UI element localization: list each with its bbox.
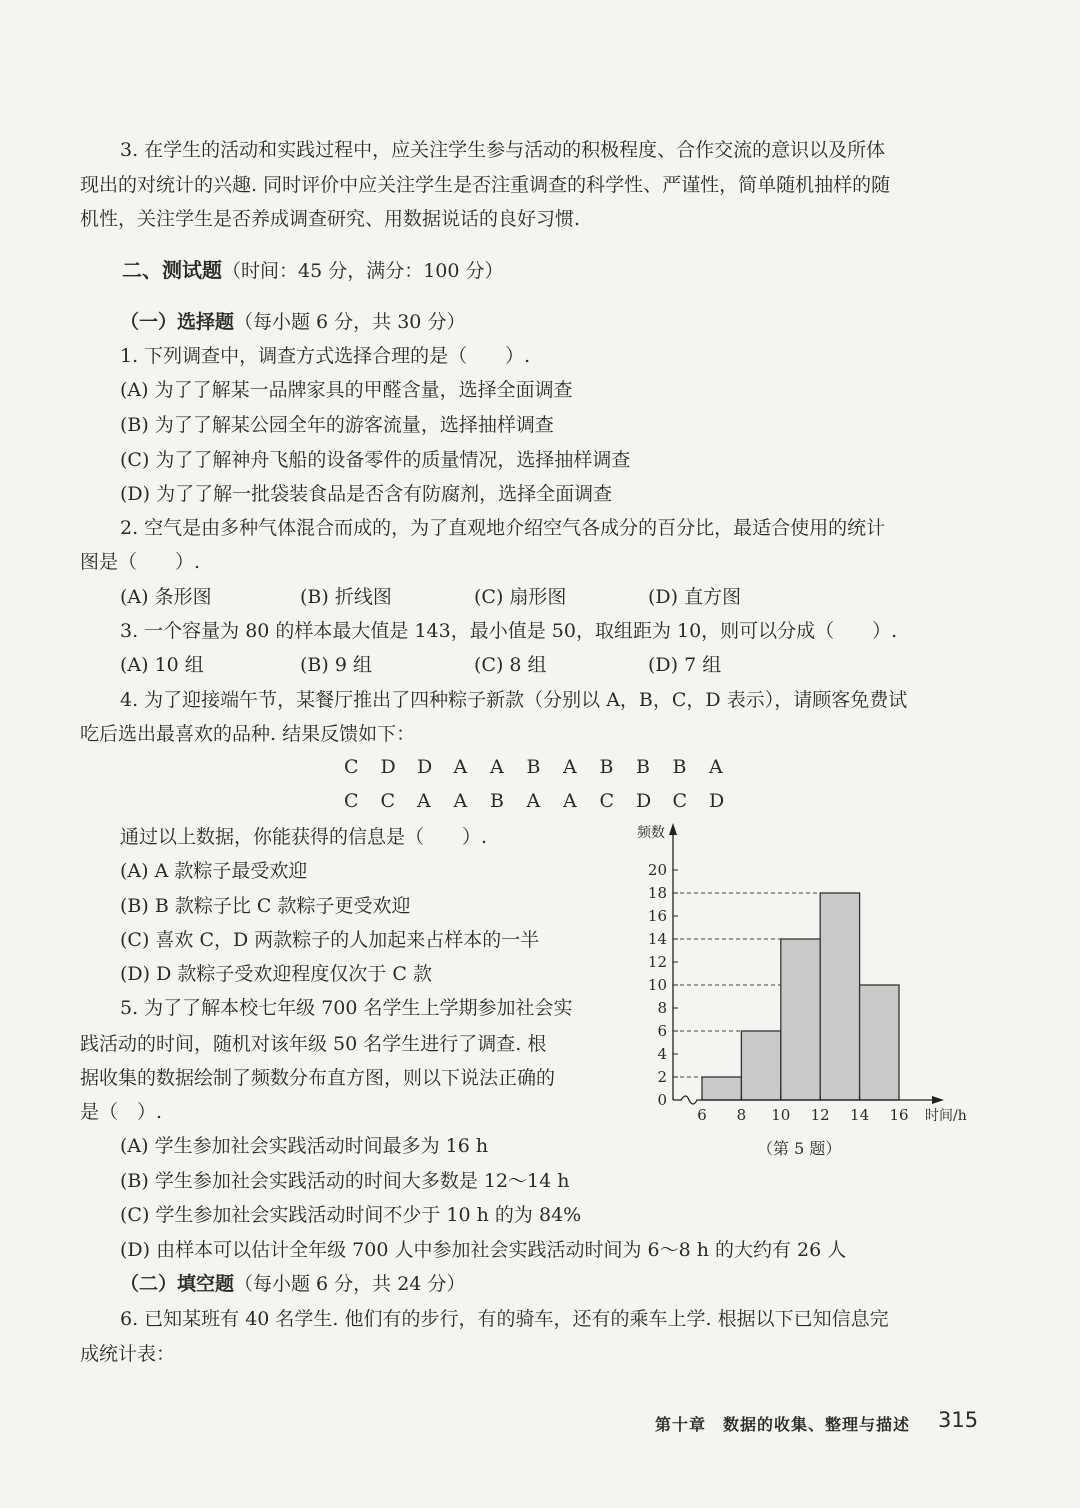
q4-row1-item: B (526, 756, 541, 778)
q4-option-c: (C) 喜欢 C，D 两款粽子的人加起来占样本的一半 (120, 929, 540, 951)
q4-row2-item: B (490, 790, 504, 812)
y-tick-label: 20 (647, 861, 667, 879)
q4-row2-item: C (344, 790, 359, 812)
q4-row2-item: A (563, 790, 577, 812)
q2-stem-1: 2. 空气是由多种气体混合而成的，为了直观地介绍空气各成分的百分比，最适合使用的统计 (120, 517, 886, 539)
q4-option-d: (D) D 款粽子受欢迎程度仅次于 C 款 (120, 963, 432, 985)
y-axis-arrow-icon (669, 823, 677, 835)
q5-stem-2: 践活动的时间，随机对该年级 50 名学生进行了调查. 根 (80, 1033, 547, 1055)
q4-stem-2: 吃后选出最喜欢的品种. 结果反馈如下： (80, 723, 416, 745)
q1-option-b: (B) 为了了解某公园全年的游客流量，选择抽样调查 (120, 414, 554, 436)
q3-option-b: (B) 9 组 (300, 654, 372, 676)
histogram-chart (610, 815, 990, 1135)
part2-heading (120, 1270, 465, 1298)
y-tick-label: 14 (647, 930, 667, 948)
x-tick-label: 16 (889, 1106, 909, 1124)
part2-meta: （每小题 6 分，共 24 分） (234, 1273, 466, 1295)
q4-row1-item: B (636, 756, 650, 778)
q4-row2-item: D (636, 790, 652, 812)
q4-row1-item: C (344, 756, 359, 778)
q4-option-a: (A) A 款粽子最受欢迎 (120, 860, 308, 882)
x-tick-label: 12 (810, 1106, 830, 1124)
q2-option-c: (C) 扇形图 (474, 586, 567, 608)
q2-option-d: (D) 直方图 (648, 586, 742, 608)
q4-row1-item: A (490, 756, 504, 778)
part1-meta: （每小题 6 分，共 30 分） (234, 311, 466, 333)
q5-option-a: (A) 学生参加社会实践活动时间最多为 16 h (120, 1135, 489, 1157)
chapter-footer: 第十章 数据的收集、整理与描述 (655, 1415, 911, 1434)
q2-stem-2: 图是（ ）. (80, 551, 201, 573)
y-tick-label: 12 (647, 953, 667, 971)
q4-sequence-row-1 (344, 756, 746, 778)
q5-stem-3: 据收集的数据绘制了频数分布直方图，则以下说法正确的 (80, 1067, 556, 1089)
q4-row2-item: A (417, 790, 431, 812)
q1-stem: 1. 下列调查中，调查方式选择合理的是（ ）. (120, 345, 531, 367)
q4-row2-item: D (709, 790, 725, 812)
q4-row1-item: A (563, 756, 577, 778)
y-tick-label: 18 (647, 884, 667, 902)
q4-row2-item: C (599, 790, 615, 812)
section-meta: （时间：45 分，满分：100 分） (222, 260, 504, 282)
intro-line-3: 机性，关注学生是否养成调查研究、用数据说话的良好习惯. (80, 208, 581, 230)
x-tick-label: 6 (697, 1106, 707, 1124)
q1-option-d: (D) 为了了解一批袋装食品是否含有防腐剂，选择全面调查 (120, 483, 613, 505)
page-number: 315 (938, 1408, 979, 1432)
q4-row1-item: D (417, 756, 433, 778)
q5-option-c: (C) 学生参加社会实践活动时间不少于 10 h 的为 84% (120, 1204, 582, 1226)
q4-row2-item: A (526, 790, 541, 812)
section-heading (122, 256, 504, 285)
y-tick-label: 8 (657, 999, 667, 1017)
q4-row1-item: D (380, 756, 396, 778)
histogram-bar (702, 1077, 741, 1100)
q3-option-a: (A) 10 组 (120, 654, 204, 676)
x-tick-label: 8 (736, 1106, 747, 1124)
q6-stem-1: 6. 已知某班有 40 名学生. 他们有的步行，有的骑车，还有的乘车上学. 根据以下已知信息完 (120, 1308, 889, 1330)
q4-row1-item: B (599, 756, 614, 778)
part2-title: （二）填空题 (120, 1273, 235, 1295)
q4-row2-item: A (453, 790, 468, 812)
y-axis-label: 频数 (637, 825, 665, 841)
q5-stem-1: 5. 为了了解本校七年级 700 名学生上学期参加社会实 (120, 997, 573, 1019)
histogram-bar (860, 985, 899, 1100)
q4-option-b: (B) B 款粽子比 C 款粽子更受欢迎 (120, 895, 411, 917)
y-tick-label: 16 (647, 907, 667, 925)
x-axis-break (673, 1096, 703, 1104)
y-tick-label: 6 (657, 1022, 667, 1040)
x-axis-arrow-icon (932, 1096, 944, 1104)
q4-row1-item: A (709, 756, 723, 778)
q4-row2-item: C (380, 790, 396, 812)
x-tick-label: 14 (850, 1106, 870, 1124)
q5-stem-4: 是（ ）. (80, 1101, 163, 1123)
q5-option-d: (D) 由样本可以估计全年级 700 人中参加社会实践活动时间为 6～8 h 的大约有 26 人 (120, 1239, 847, 1261)
histogram-bar (781, 939, 820, 1100)
q3-option-d: (D) 7 组 (648, 654, 722, 676)
chart-caption: （第 5 题） (757, 1139, 842, 1158)
q2-option-a: (A) 条形图 (120, 586, 212, 608)
x-axis-label: 时间/h (925, 1108, 967, 1124)
q1-option-a: (A) 为了了解某一品牌家具的甲醛含量，选择全面调查 (120, 379, 573, 401)
histogram-bar (741, 1031, 780, 1100)
y-tick-label: 4 (657, 1045, 667, 1063)
y-tick-label: 2 (657, 1068, 667, 1086)
intro-line-1: 3. 在学生的活动和实践过程中，应关注学生参与活动的积极程度、合作交流的意识以及所体 (120, 139, 886, 161)
q3-option-c: (C) 8 组 (474, 654, 547, 676)
q1-option-c: (C) 为了了解神舟飞船的设备零件的质量情况，选择抽样调查 (120, 449, 631, 471)
q3-stem: 3. 一个容量为 80 的样本最大值是 143，最小值是 50，取组距为 10，则可以分成（ ）. (120, 620, 898, 642)
q4-stem-1: 4. 为了迎接端午节，某餐厅推出了四种粽子新款（分别以 A，B，C，D 表示），请顾客免费试 (120, 689, 908, 711)
y-tick-label: 0 (657, 1091, 667, 1109)
q6-stem-2: 成统计表： (80, 1343, 176, 1365)
q4-row1-item: B (672, 756, 687, 778)
section-title: 二、测试题 (122, 258, 222, 282)
q2-option-b: (B) 折线图 (300, 586, 392, 608)
q5-option-b: (B) 学生参加社会实践活动的时间大多数是 12～14 h (120, 1170, 570, 1192)
q4-row1-item: A (453, 756, 468, 778)
part1-title: （一）选择题 (120, 311, 235, 333)
x-tick-label: 10 (771, 1106, 791, 1124)
q4-row2-item: C (672, 790, 688, 812)
histogram-bar (820, 893, 859, 1100)
part1-heading (120, 308, 465, 336)
y-tick-label: 10 (647, 976, 667, 994)
intro-line-2: 现出的对统计的兴趣. 同时评价中应关注学生是否注重调查的科学性、严谨性，简单随机抽样的随 (80, 174, 891, 196)
q4-stem-3: 通过以上数据，你能获得的信息是（ ）. (120, 826, 488, 848)
q4-sequence-row-2 (344, 790, 746, 812)
